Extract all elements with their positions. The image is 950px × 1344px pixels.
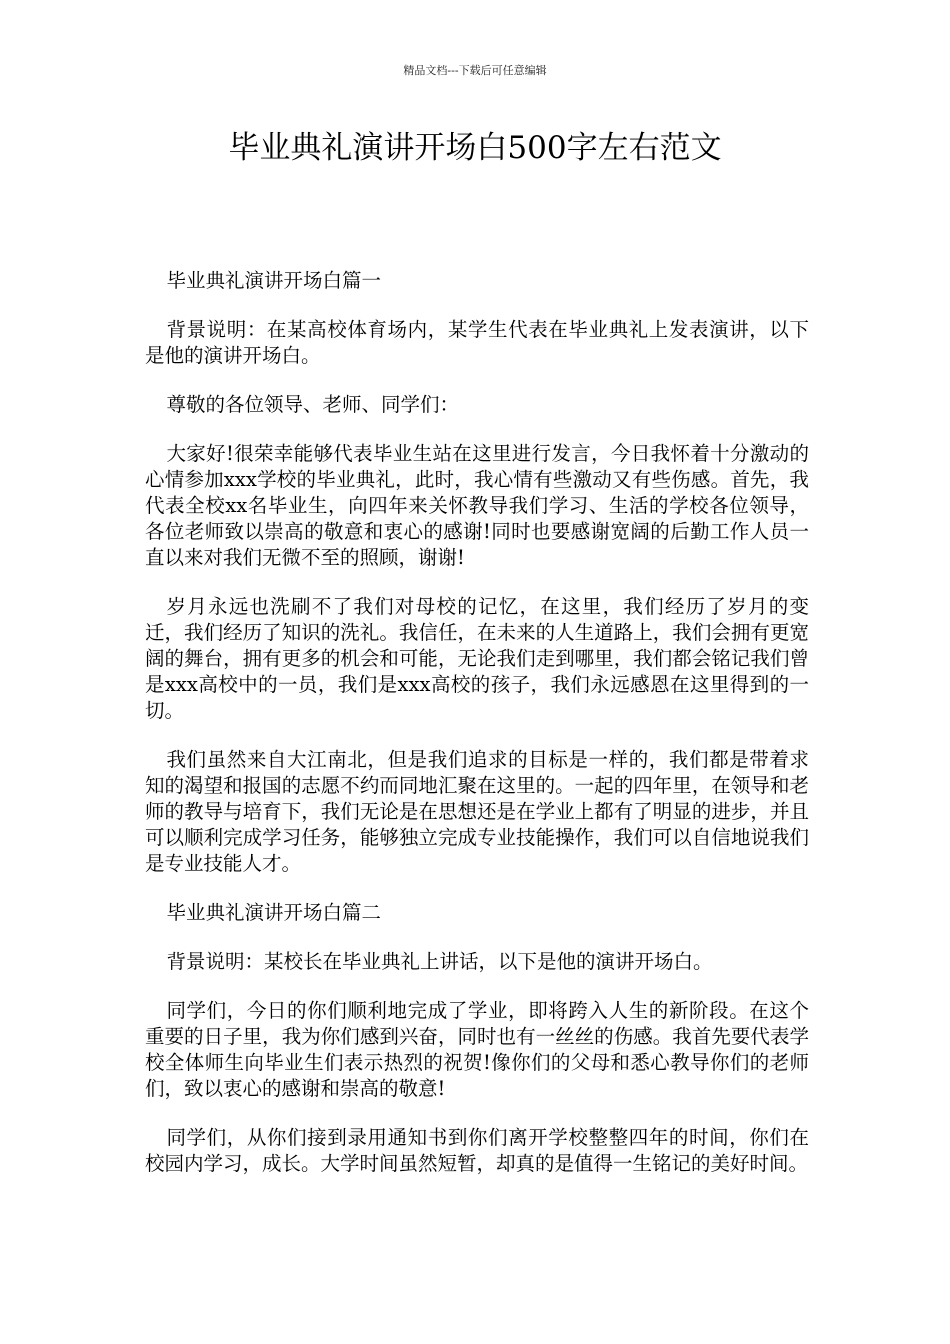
paragraph-goals: 我们虽然来自大江南北，但是我们追求的目标是一样的，我们都是带着求知的渴望和报国的志愿不约而同地汇聚在这里的。一起的四年里，在领导和老师的教导与培育下，我们无论是在思想还是在学业上都有了明显的进步，并且可以顺利完成学习任务，能够独立完成专业技能操作，我们可以自信地说我们是专业技能人才。 bbox=[145, 748, 809, 875]
paragraph-memories: 岁月永远也洗刷不了我们对母校的记忆，在这里，我们经历了岁月的变迁，我们经历了知识的洗礼。我信任，在未来的人生道路上，我们会拥有更宽阔的舞台，拥有更多的机会和可能，无论我们走到哪里，我们都会铭记我们曾是xxx高校中的一员，我们是xxx高校的孩子，我们永远感恩在这里得到的一切。 bbox=[145, 595, 809, 722]
section-heading-2: 毕业典礼演讲开场白篇二 bbox=[166, 901, 381, 924]
paragraph-greeting: 大家好!很荣幸能够代表毕业生站在这里进行发言，今日我怀着十分激动的心情参加xxx学校的毕业典礼，此时，我心情有些激动又有些伤感。首先，我代表全校xx名毕业生，向四年来关怀教导我们学习、生活的学校各位领导，各位老师致以崇高的敬意和衷心的感谢!同时也要感谢宽阔的后勤工作人员一直以来对我们无微不至的照顾，谢谢! bbox=[145, 442, 809, 569]
paragraph-background-1: 背景说明：在某高校体育场内，某学生代表在毕业典礼上发表演讲，以下是他的演讲开场白。 bbox=[145, 318, 809, 367]
document-title: 毕业典礼演讲开场白500字左右范文 bbox=[228, 130, 722, 166]
document-body bbox=[145, 268, 809, 1200]
section-heading-1: 毕业典礼演讲开场白篇一 bbox=[166, 269, 381, 292]
paragraph-background-2: 背景说明：某校长在毕业典礼上讲话，以下是他的演讲开场白。 bbox=[166, 950, 713, 973]
paragraph-four-years: 同学们，从你们接到录用通知书到你们离开学校整整四年的时间，你们在校园内学习，成长。大学时间虽然短暂，却真的是值得一生铭记的美好时间。 bbox=[145, 1126, 809, 1175]
header-note: 精品文档---下载后可任意编辑 bbox=[403, 64, 547, 77]
paragraph-congratulations: 同学们，今日的你们顺利地完成了学业，即将跨入人生的新阶段。在这个重要的日子里，我为你们感到兴奋，同时也有一丝丝的伤感。我首先要代表学校全体师生向毕业生们表示热烈的祝贺!像你们的父母和悉心教导你们的老师们，致以衷心的感谢和崇高的敬意! bbox=[145, 999, 809, 1100]
paragraph-salutation: 尊敬的各位领导、老师、同学们： bbox=[166, 393, 459, 416]
